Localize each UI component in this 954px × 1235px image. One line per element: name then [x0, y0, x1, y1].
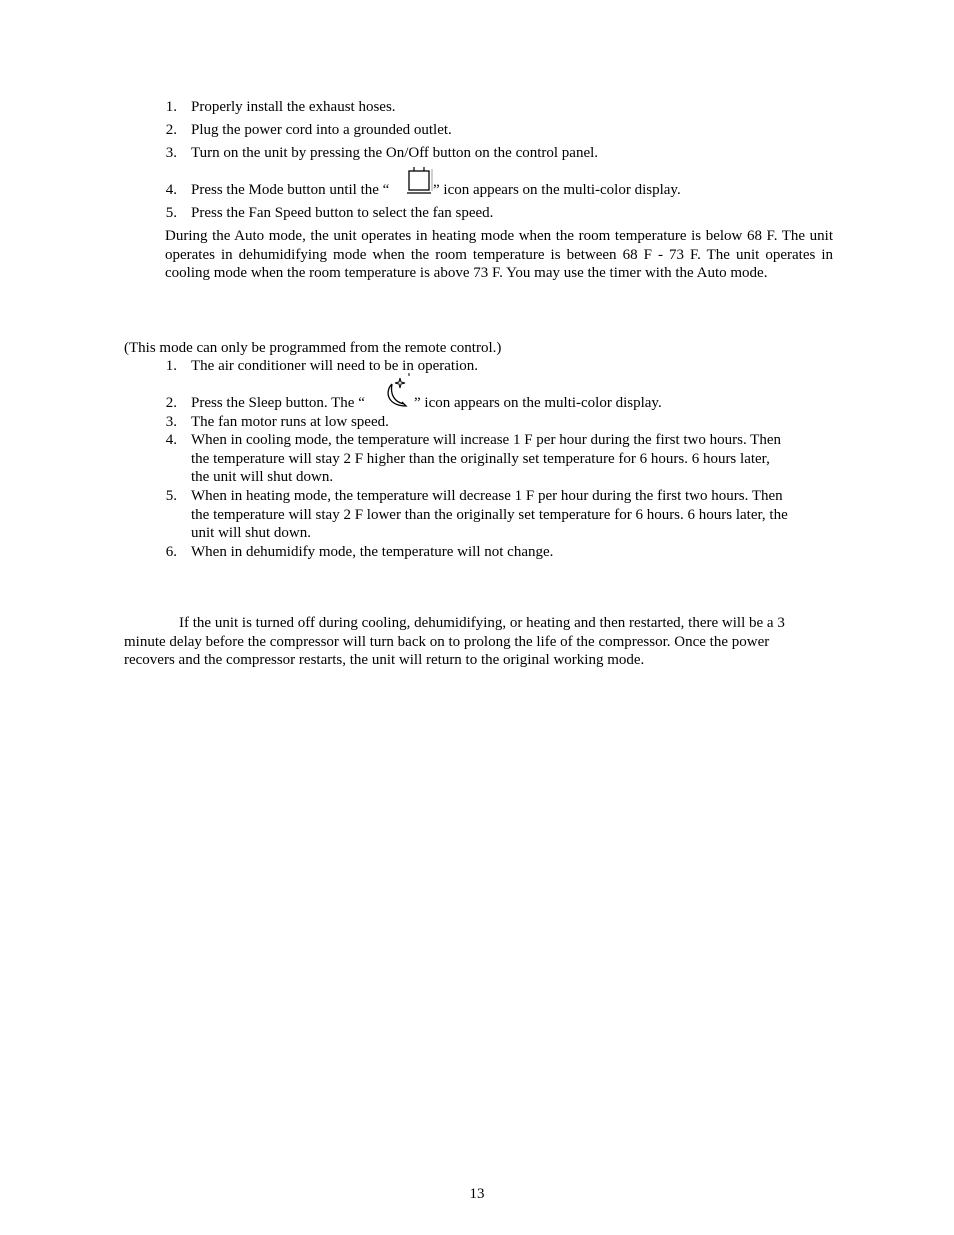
sleep-step-5-line-2: the temperature will stay 2 F lower than the originally set temperature for 6 hours. 6 hours later, the: [191, 507, 788, 523]
step-number: 1.: [165, 358, 177, 374]
sleep-step-5-line-1: When in heating mode, the temperature will decrease 1 F per hour during the first two hours. Then: [191, 488, 783, 504]
auto-step-1: Properly install the exhaust hoses.: [191, 99, 396, 115]
sleep-mode-note: (This mode can only be programmed from the remote control.): [124, 340, 502, 356]
sleep-step-4-line-2: the temperature will stay 2 F higher than the originally set temperature for 6 hours. 6 hours later,: [191, 451, 770, 467]
sleep-step-2-after: ” icon appears on the multi-color display.: [414, 395, 662, 411]
step-number: 6.: [165, 544, 177, 560]
delay-line-3: recovers and the compressor restarts, the unit will return to the original working mode.: [124, 652, 645, 668]
sleep-step-5-line-3: unit will shut down.: [191, 525, 312, 541]
auto-step-3: Turn on the unit by pressing the On/Off button on the control panel.: [191, 145, 599, 161]
sleep-step-4-line-3: the unit will shut down.: [191, 469, 334, 485]
step-number: 5.: [165, 488, 177, 504]
sleep-step-3: The fan motor runs at low speed.: [191, 414, 389, 430]
sleep-step-1: The air conditioner will need to be in operation.: [191, 358, 478, 374]
sleep-step-2-before: Press the Sleep button. The “: [191, 395, 365, 411]
auto-step-5: Press the Fan Speed button to select the fan speed.: [191, 205, 494, 221]
page-number: 13: [469, 1186, 485, 1202]
auto-mode-icon: [405, 166, 435, 196]
step-number: 2.: [165, 122, 177, 138]
step-number: 4.: [165, 182, 177, 198]
auto-step-4-before: Press the Mode button until the “: [191, 182, 390, 198]
sleep-step-6: When in dehumidify mode, the temperature will not change.: [191, 544, 554, 560]
step-number: 5.: [165, 205, 177, 221]
delay-line-1: If the unit is turned off during cooling, dehumidifying, or heating and then restarted, there will be a 3: [179, 615, 785, 631]
delay-line-2: minute delay before the compressor will turn back on to prolong the life of the compressor. Once the power: [124, 634, 770, 650]
step-number: 3.: [165, 145, 177, 161]
step-number: 2.: [165, 395, 177, 411]
sleep-mode-icon: [380, 372, 414, 410]
step-number: 4.: [165, 432, 177, 448]
auto-step-4-after: ” icon appears on the multi-color display.: [433, 182, 681, 198]
step-number: 1.: [165, 99, 177, 115]
sleep-step-4-line-1: When in cooling mode, the temperature will increase 1 F per hour during the first two hours. Then: [191, 432, 781, 448]
auto-step-2: Plug the power cord into a grounded outlet.: [191, 122, 452, 138]
step-number: 3.: [165, 414, 177, 430]
auto-mode-description: During the Auto mode, the unit operates in heating mode when the room temperature is below 68 F. The unit operates in dehumidifying mode when the room temperature is between 68 F - 73 F. The unit operates in cooling mode when the room temperature is above 73 F. You may use the timer with the Auto mode.: [165, 228, 833, 281]
